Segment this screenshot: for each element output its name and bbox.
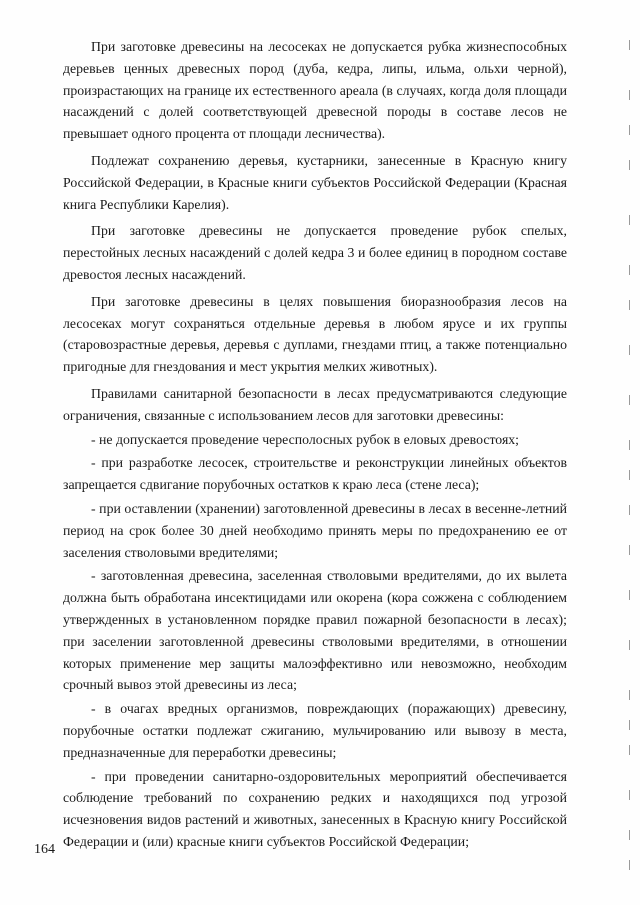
paragraph-sanitary-rules: Правилами санитарной безопасности в лесах предусматриваются следующие ограничения, связанные с использованием лесов для заготовки древесины: [63,385,567,423]
paragraph-protected-species: При заготовке древесины на лесосеках не допускается рубка жизнеспособных деревьев ценных древесных пород (дуба, кедра, липы, ильма, ольхи черной), произрастающих на границе их естественного ареала (в случаях, когда доля площади насаждений с долей соответствующей древесной породы в составе лесов не превышает одного процента от площади лесничества). [63,39,567,142]
list-item-infested-wood: - заготовленная древесина, заселенная стволовыми вредителями, до их вылета должна быть обработана инсектицидами или окорена (кора сожжена с соблюдением утвержденных в установленном порядке правил пожарной безопасности в лесах); при заселении заготовленной древесины стволовыми вредителями, в отношении которых применение мер защиты малоэффективно или невозможно, необходим срочный вывоз этой древесины из леса; [63,568,567,693]
paragraph-cedar: При заготовке древесины не допускается проведение рубок спелых, перестойных лесных насаждений с долей кедра 3 и более единиц в породном составе древостоя лесных насаждений. [63,223,567,282]
paragraph-biodiversity: При заготовке древесины в целях повышения биоразнообразия лесов на лесосеках могут сохраняться отдельные деревья в любом ярусе и их группы (старовозрастные деревья, деревья с дуплами, гнездами птиц, а также потенциально пригодные для гнездования и мест укрытия мелких животных). [63,293,567,375]
list-item-strip-cutting: - не допускается проведение чересполосных рубок в еловых древостоях; [91,431,520,447]
scan-edge-marks [610,0,640,905]
document-body [63,36,567,853]
list-item-rare-species: - при проведении санитарно-оздоровительных мероприятий обеспечивается соблюдение требований по сохранению редких и находящихся под угрозой исчезновения видов растений и животных, занесенных в Красную книгу Российской Федерации и (или) красные книги субъектов Российской Федерации; [63,768,567,849]
paragraph-red-book: Подлежат сохранению деревья, кустарники, занесенные в Красную книгу Российской Федерации, в Красные книги субъектов Российской Федерации (Красная книга Республики Карелия). [63,152,567,212]
list-item-storage: - при оставлении (хранении) заготовленной древесины в лесах в весенне-летний период на срок более 30 дней необходимо принять меры по предохранению ее от заселения стволовыми вредителями; [63,500,567,560]
list-item-pest-foci: - в очагах вредных организмов, повреждающих (поражающих) древесину, порубочные остатки подлежат сжиганию, мульчированию или вывозу в места, предназначенные для переработки древесины; [63,701,567,760]
page-number: 164 [34,842,55,857]
list-item-logging-residue: - при разработке лесосек, строительстве и реконструкции линейных объектов запрещается сдвигание порубочных остатков к краю леса (стене леса); [63,455,567,493]
